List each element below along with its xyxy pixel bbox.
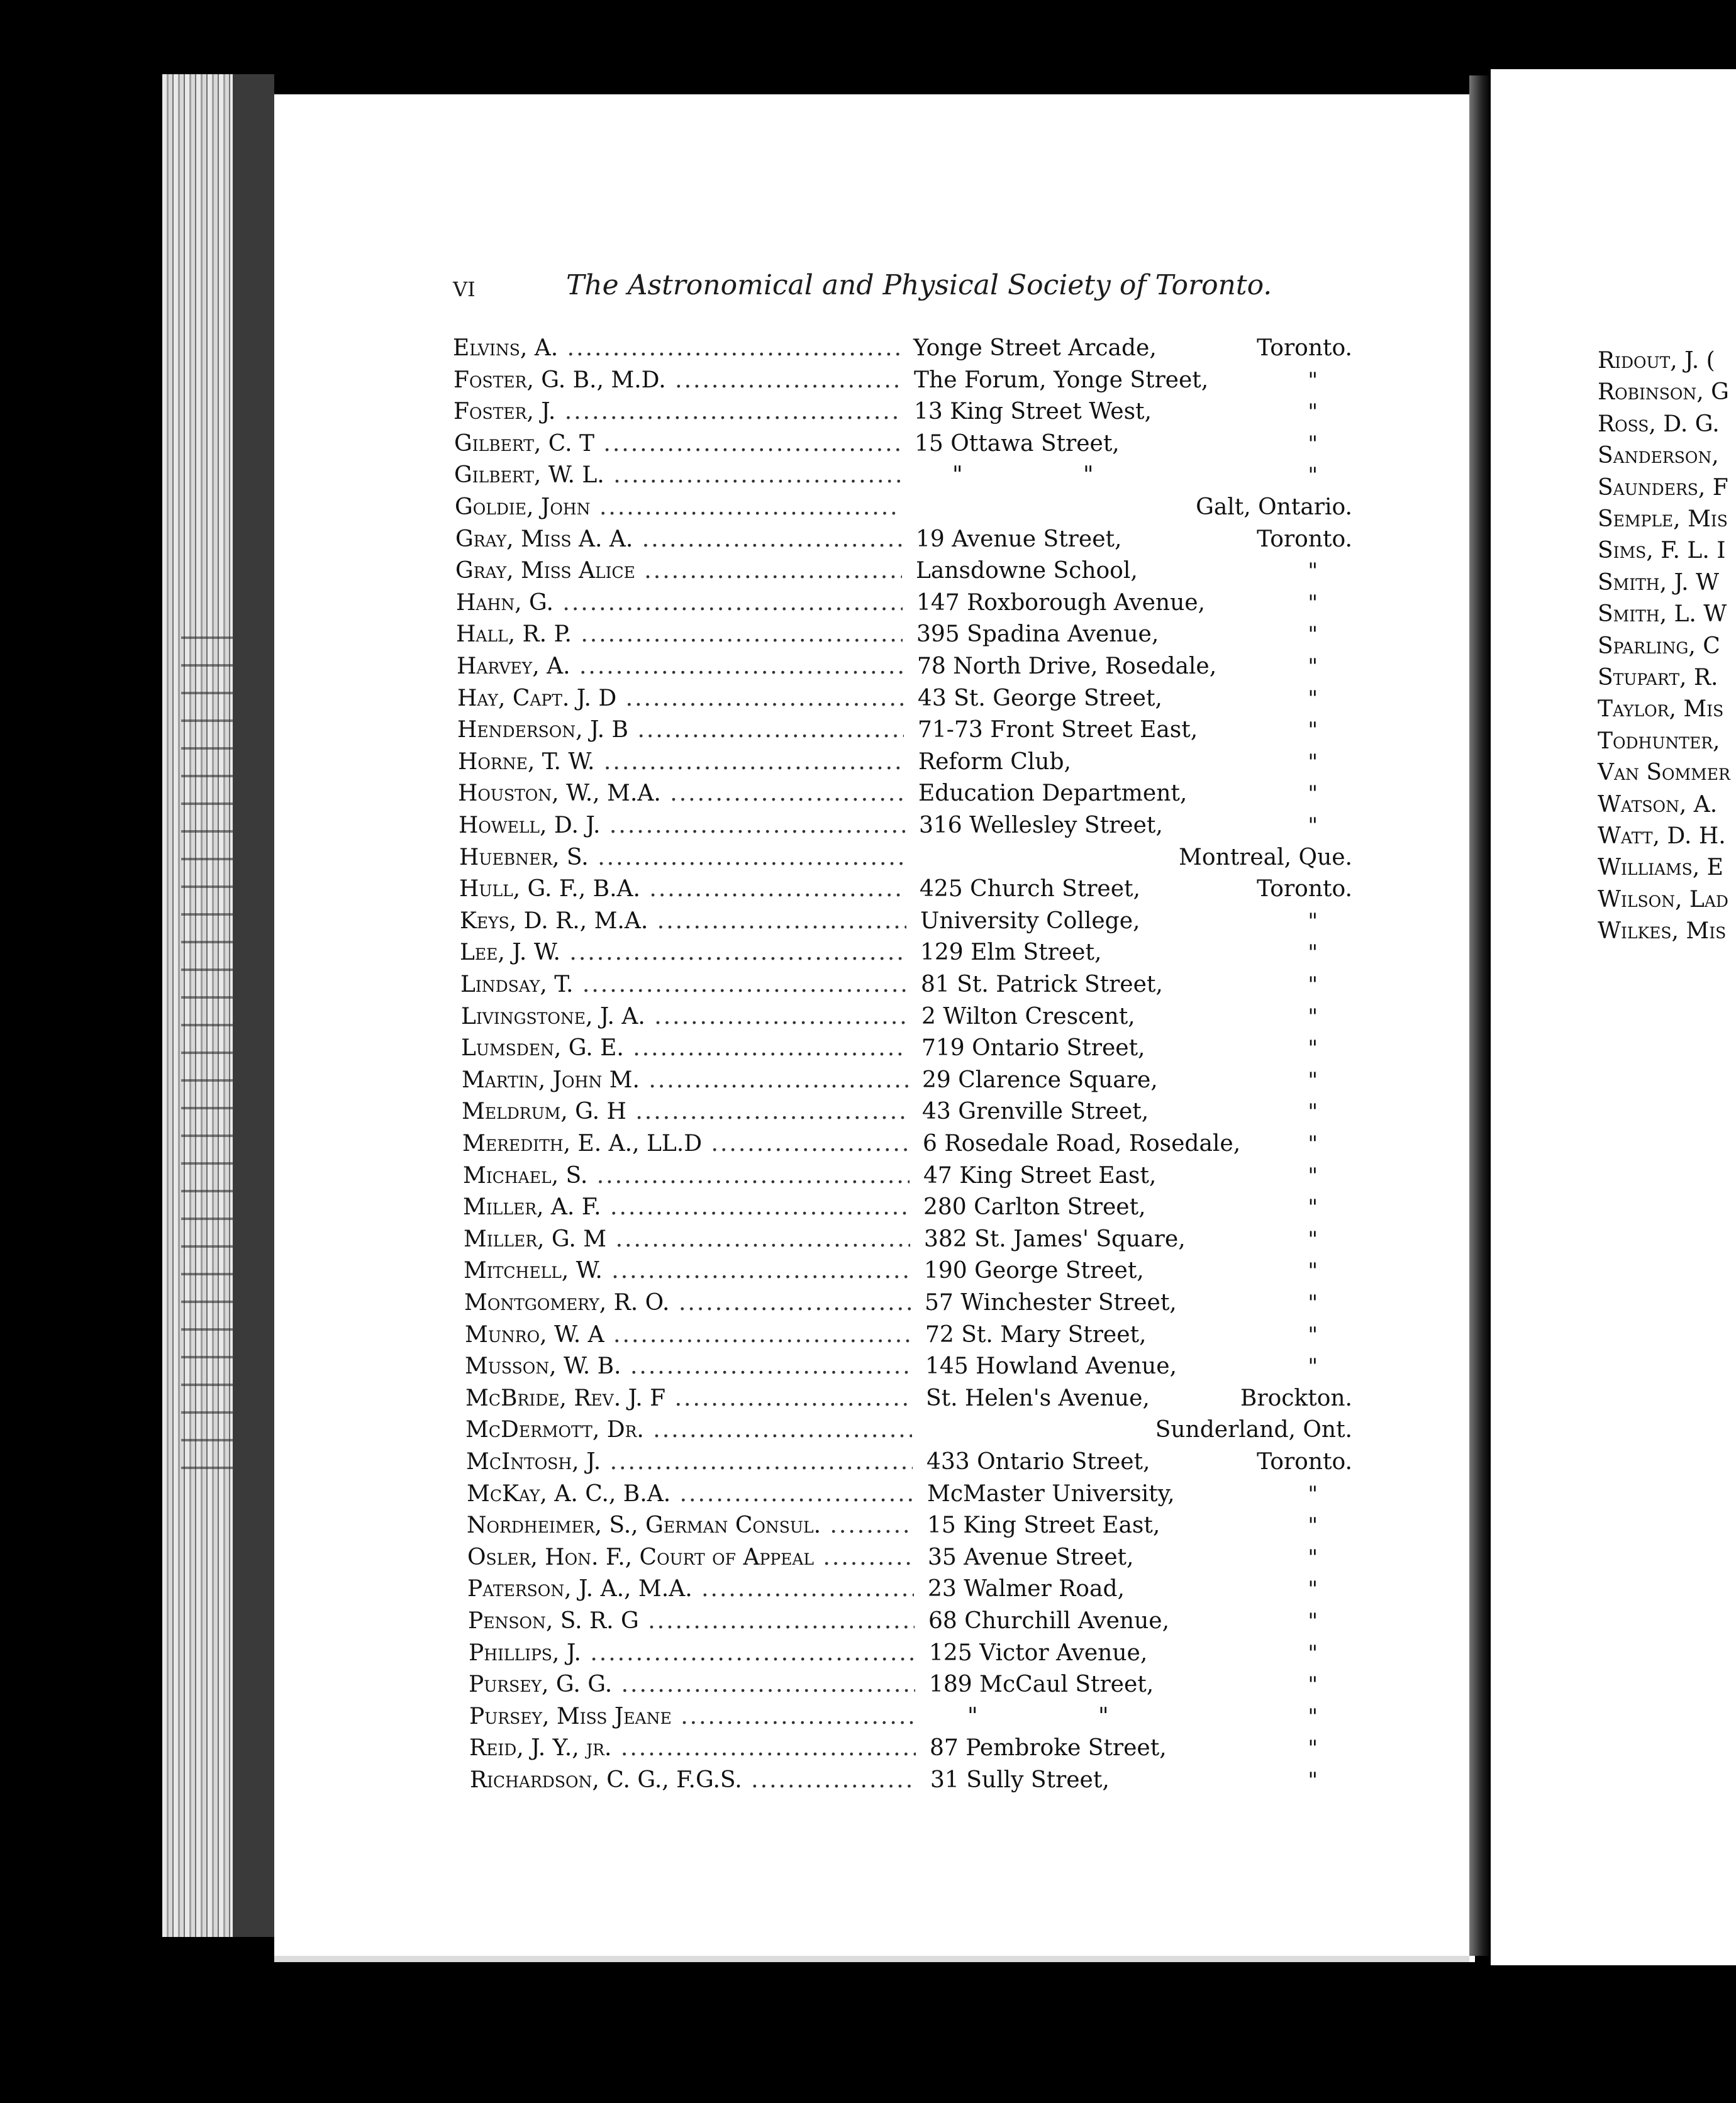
page-bottom-edge xyxy=(274,1956,1469,1962)
member-address: 719 Ontario Street, xyxy=(921,1035,1145,1061)
member-address: 57 Winchester Street, xyxy=(925,1290,1177,1316)
right-page-member-name: Sparling, C xyxy=(1598,633,1720,659)
member-address: 125 Victor Avenue, xyxy=(929,1640,1148,1666)
member-city: " xyxy=(1308,686,1318,711)
member-city: " xyxy=(1308,1609,1318,1634)
member-name: Goldie, John ..... xyxy=(455,491,901,524)
member-entry xyxy=(462,1064,1352,1097)
member-address: 382 St. James' Square, xyxy=(924,1226,1186,1252)
member-entry xyxy=(456,618,1352,651)
member-address: 280 Carlton Street, xyxy=(923,1194,1146,1220)
member-entry xyxy=(460,905,1352,938)
right-page-member-name: Watt, D. H. xyxy=(1598,823,1726,849)
member-address: 19 Avenue Street, xyxy=(916,526,1122,552)
member-address: " " xyxy=(952,462,1150,488)
member-address: 316 Wellesley Street, xyxy=(919,813,1163,838)
member-name: Livingstone, J. A. ..... xyxy=(461,1001,908,1033)
member-address: 190 George Street, xyxy=(924,1258,1144,1284)
member-entry xyxy=(464,1255,1352,1287)
right-page-member-name: Robinson, G xyxy=(1598,379,1729,405)
member-city: " xyxy=(1308,368,1318,393)
member-entry xyxy=(455,491,1352,524)
member-city: " xyxy=(1308,558,1318,584)
member-city: " xyxy=(1308,972,1318,997)
member-address: 29 Clarence Square, xyxy=(922,1067,1158,1093)
member-city: " xyxy=(1308,1672,1318,1697)
member-name: Penson, S. R. G ..... xyxy=(468,1605,915,1638)
right-page-member-name: Taylor, Mis xyxy=(1598,696,1724,722)
member-entry xyxy=(460,968,1352,1001)
member-entry xyxy=(457,650,1352,683)
member-city: Sunderland, Ont. xyxy=(1155,1417,1352,1443)
member-name: Martin, John M. ..... xyxy=(462,1064,908,1097)
member-name: Gray, Miss Alice ..... xyxy=(455,555,902,587)
member-city: " xyxy=(1308,781,1318,806)
right-page-member-name: Todhunter, xyxy=(1598,728,1720,754)
member-city: " xyxy=(1308,1641,1318,1666)
member-name: Foster, J. ..... xyxy=(453,396,900,428)
member-name: Montgomery, R. O. ..... xyxy=(464,1287,911,1319)
member-name: Phillips, J. ..... xyxy=(469,1637,915,1670)
member-name: Horne, T. W. ..... xyxy=(458,746,904,779)
member-city: " xyxy=(1308,1704,1318,1729)
member-name: Gray, Miss A. A. ..... xyxy=(455,523,902,556)
member-city: " xyxy=(1308,1290,1318,1316)
member-address: St. Helen's Avenue, xyxy=(926,1385,1150,1411)
member-city: " xyxy=(1308,750,1318,775)
member-name: McKay, A. C., B.A. ..... xyxy=(467,1478,913,1511)
member-address: 15 King Street East, xyxy=(927,1512,1160,1538)
member-name: Hull, G. F., B.A. ..... xyxy=(459,873,906,906)
member-name: Hall, R. P. ..... xyxy=(456,618,903,651)
member-entry xyxy=(461,1032,1352,1065)
member-address: 81 St. Patrick Street, xyxy=(921,972,1163,997)
member-name: Meldrum, G. H ..... xyxy=(462,1096,908,1128)
member-name: Meredith, E. A., LL.D ..... xyxy=(462,1128,909,1160)
member-city: " xyxy=(1308,813,1318,838)
member-name: Richardson, C. G., F.G.S. ..... xyxy=(470,1764,916,1797)
member-city: Toronto. xyxy=(1257,876,1352,902)
member-entry xyxy=(464,1287,1352,1319)
member-city: " xyxy=(1308,1577,1318,1602)
member-city: " xyxy=(1308,1354,1318,1379)
member-city: " xyxy=(1308,940,1318,965)
member-entry xyxy=(470,1764,1352,1797)
member-city: " xyxy=(1308,431,1318,457)
right-page-member-name: Ross, D. G. xyxy=(1598,411,1720,437)
member-entry xyxy=(464,1223,1352,1256)
member-entry xyxy=(458,777,1352,810)
member-address: 433 Ontario Street, xyxy=(926,1449,1150,1475)
member-address: 189 McCaul Street, xyxy=(929,1672,1154,1697)
member-address: Education Department, xyxy=(918,780,1188,806)
member-address: 68 Churchill Avenue, xyxy=(928,1608,1170,1634)
page-number: vi xyxy=(453,269,476,303)
member-entry xyxy=(465,1414,1352,1446)
member-name: Keys, D. R., M.A. ..... xyxy=(460,905,906,938)
book-gutter xyxy=(1469,75,1491,1956)
member-entry xyxy=(469,1668,1352,1701)
member-city: " xyxy=(1308,1163,1318,1189)
member-address: 2 Wilton Crescent, xyxy=(921,1004,1135,1029)
member-name: Pursey, Miss Jeane ..... xyxy=(469,1701,916,1733)
member-entry xyxy=(467,1541,1352,1574)
member-city: " xyxy=(1308,1195,1318,1220)
member-name: Nordheimer, S., German Consul. ..... xyxy=(467,1509,913,1542)
member-entry xyxy=(459,809,1352,842)
member-city: " xyxy=(1308,654,1318,679)
member-name: Huebner, S. ..... xyxy=(459,841,906,874)
member-city: " xyxy=(1308,591,1318,616)
member-entry xyxy=(466,1446,1352,1479)
member-address: 147 Roxborough Avenue, xyxy=(916,590,1205,616)
member-entry xyxy=(455,523,1352,556)
member-address: 23 Walmer Road, xyxy=(928,1576,1125,1602)
member-entry xyxy=(457,714,1352,746)
member-city: " xyxy=(1308,463,1318,488)
member-entry xyxy=(465,1319,1352,1351)
right-page-member-name: Sims, F. L. I xyxy=(1598,538,1726,563)
member-entry xyxy=(453,396,1352,428)
member-entry xyxy=(462,1128,1352,1160)
member-name: Miller, A. F. ..... xyxy=(463,1191,910,1224)
member-name: Hay, Capt. J. D ..... xyxy=(457,682,904,715)
member-name: Harvey, A. ..... xyxy=(457,650,903,683)
member-entry xyxy=(465,1350,1352,1383)
member-name: Miller, G. M ..... xyxy=(464,1223,910,1256)
member-city: " xyxy=(1308,1545,1318,1570)
member-city: " xyxy=(1308,909,1318,934)
member-entry xyxy=(467,1509,1352,1542)
right-page-member-name: Smith, L. W xyxy=(1598,601,1727,627)
member-city: " xyxy=(1308,1482,1318,1507)
member-entry xyxy=(457,682,1352,715)
member-entry xyxy=(469,1701,1352,1733)
right-page-member-name: Wilkes, Mis xyxy=(1598,918,1727,944)
member-name: Pursey, G. G. ..... xyxy=(469,1668,915,1701)
member-name: Michael, S. ..... xyxy=(463,1160,910,1192)
member-city: " xyxy=(1308,1004,1318,1029)
member-entry xyxy=(463,1191,1352,1224)
member-name: Gilbert, W. L. ..... xyxy=(454,459,901,492)
member-city: " xyxy=(1308,622,1318,647)
member-entry xyxy=(467,1478,1352,1511)
member-name: Foster, G. B., M.D. ..... xyxy=(453,364,900,397)
right-page-member-name: Saunders, F xyxy=(1598,475,1728,501)
member-address: 425 Church Street, xyxy=(920,876,1140,902)
member-entry xyxy=(459,841,1352,874)
member-address: Lansdowne School, xyxy=(916,558,1138,584)
right-page-member-name: Sanderson, xyxy=(1598,443,1719,469)
right-page-member-name: Van Sommer xyxy=(1598,760,1730,785)
member-address: 43 Grenville Street, xyxy=(922,1099,1149,1124)
member-city: " xyxy=(1308,1258,1318,1284)
member-entry xyxy=(458,746,1352,779)
running-title: The Astronomical and Physical Society of Toronto. xyxy=(566,269,1272,301)
member-name: Henderson, J. B ..... xyxy=(457,714,904,746)
member-entry xyxy=(453,364,1352,397)
member-name: Musson, W. B. ..... xyxy=(465,1350,911,1383)
member-name: Houston, W., M.A. ..... xyxy=(458,777,904,810)
member-name: Gilbert, C. T ..... xyxy=(454,428,901,460)
member-name: Elvins, A. ..... xyxy=(453,332,899,365)
book-cover-shadow xyxy=(233,74,274,1937)
member-name: McBride, Rev. J. F ..... xyxy=(465,1382,912,1415)
member-city: " xyxy=(1308,718,1318,743)
member-city: " xyxy=(1308,1768,1318,1793)
member-entry xyxy=(465,1382,1352,1415)
member-city: " xyxy=(1308,1736,1318,1761)
member-city: Brockton. xyxy=(1240,1385,1352,1411)
member-address: 129 Elm Street, xyxy=(920,940,1102,965)
right-page-member-name: Smith, J. W xyxy=(1598,570,1720,596)
member-entry xyxy=(453,332,1352,365)
member-address: 35 Avenue Street, xyxy=(928,1545,1134,1570)
member-address: 72 St. Mary Street, xyxy=(925,1322,1147,1348)
member-name: Osler, Hon. F., Court of Appeal ..... xyxy=(467,1541,914,1574)
member-address: Yonge Street Arcade, xyxy=(913,335,1157,361)
member-address: 6 Rosedale Road, Rosedale, xyxy=(923,1131,1241,1157)
right-page-member-name: Ridout, J. ( xyxy=(1598,348,1715,374)
member-name: Lindsay, T. ..... xyxy=(460,968,907,1001)
member-address: McMaster University, xyxy=(927,1481,1175,1507)
member-address: 43 St. George Street, xyxy=(918,685,1162,711)
member-entry xyxy=(455,555,1352,587)
member-entry xyxy=(454,459,1352,492)
member-address: University College, xyxy=(920,908,1140,934)
member-entry xyxy=(460,936,1352,969)
member-city: " xyxy=(1308,1036,1318,1061)
member-city: " xyxy=(1308,399,1318,424)
member-entry xyxy=(462,1096,1352,1128)
member-address: 145 Howland Avenue, xyxy=(925,1353,1177,1379)
page-stack-marks xyxy=(181,623,238,1490)
member-address: Reform Club, xyxy=(918,749,1071,775)
member-city: Toronto. xyxy=(1257,335,1352,361)
member-address: 31 Sully Street, xyxy=(930,1767,1110,1793)
member-city: " xyxy=(1308,1323,1318,1348)
member-city: " xyxy=(1308,1099,1318,1124)
member-address: " " xyxy=(967,1704,1166,1729)
member-name: Lee, J. W. ..... xyxy=(460,936,906,969)
member-name: Hahn, G. ..... xyxy=(456,587,903,619)
right-page-member-name: Williams, E xyxy=(1598,855,1723,880)
member-address: 13 King Street West, xyxy=(914,399,1152,424)
member-city: Toronto. xyxy=(1257,1449,1352,1475)
member-city: Galt, Ontario. xyxy=(1196,494,1352,520)
member-name: Paterson, J. A., M.A. ..... xyxy=(467,1573,914,1606)
member-entry xyxy=(454,428,1352,460)
member-entry xyxy=(468,1605,1352,1638)
member-entry xyxy=(456,587,1352,619)
member-entry xyxy=(467,1573,1352,1606)
right-page-member-name: Watson, A. xyxy=(1598,792,1718,818)
member-city: " xyxy=(1308,1068,1318,1093)
member-address: 15 Ottawa Street, xyxy=(915,431,1120,457)
member-entry xyxy=(461,1001,1352,1033)
member-city: " xyxy=(1308,1131,1318,1157)
right-page-member-name: Wilson, Lad xyxy=(1598,887,1728,913)
right-page-member-name: Semple, Mis xyxy=(1598,506,1728,532)
member-name: Reid, J. Y., jr. ..... xyxy=(469,1732,916,1765)
right-page-member-name: Stupart, R. xyxy=(1598,665,1718,691)
member-address: 71-73 Front Street East, xyxy=(918,717,1198,743)
member-name: Howell, D. J. ..... xyxy=(459,809,905,842)
member-entry xyxy=(469,1732,1352,1765)
member-name: McDermott, Dr. ..... xyxy=(465,1414,912,1446)
member-name: McIntosh, J. ..... xyxy=(466,1446,913,1479)
member-entry xyxy=(469,1637,1352,1670)
member-city: " xyxy=(1308,1513,1318,1538)
member-city: Toronto. xyxy=(1257,526,1352,552)
member-entry xyxy=(459,873,1352,906)
member-name: Munro, W. A ..... xyxy=(465,1319,911,1351)
member-name: Mitchell, W. ..... xyxy=(464,1255,910,1287)
member-address: The Forum, Yonge Street, xyxy=(914,367,1209,393)
member-city: " xyxy=(1308,1227,1318,1252)
member-address: 87 Pembroke Street, xyxy=(930,1735,1167,1761)
member-entry xyxy=(463,1160,1352,1192)
member-address: 395 Spadina Avenue, xyxy=(916,621,1159,647)
member-city: Montreal, Que. xyxy=(1178,845,1352,870)
member-address: 47 King Street East, xyxy=(923,1163,1157,1189)
member-name: Lumsden, G. E. ..... xyxy=(461,1032,908,1065)
member-address: 78 North Drive, Rosedale, xyxy=(917,653,1217,679)
